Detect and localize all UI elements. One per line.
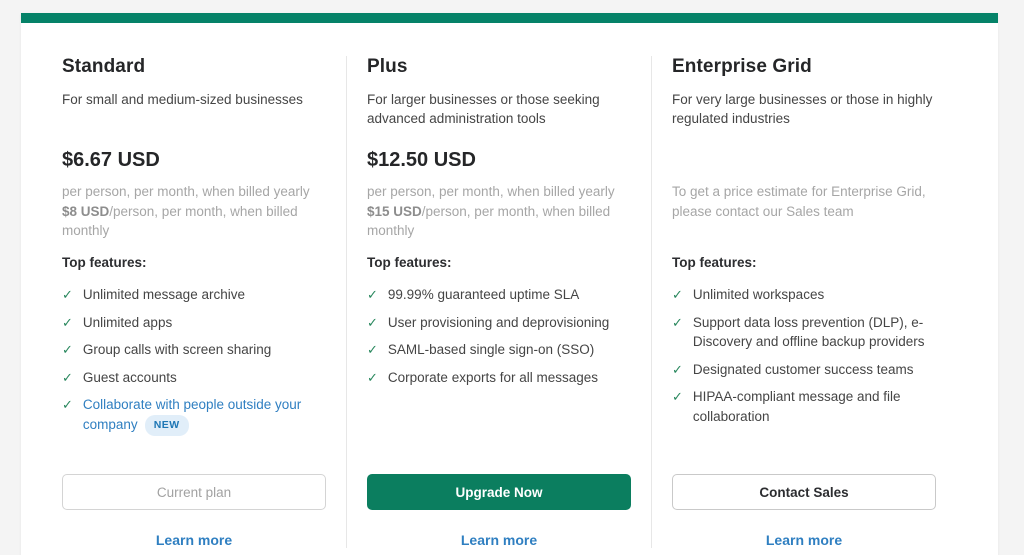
features-heading: Top features:	[62, 255, 147, 270]
price-note-monthly-rest: /person, per month, when billed monthly	[62, 203, 298, 239]
price-block	[62, 149, 326, 255]
feature-list	[62, 285, 326, 445]
price-note-monthly-rest: /person, per month, when billed monthly	[367, 203, 611, 239]
plan-price: $6.67 USD	[62, 149, 160, 171]
feature-item	[672, 313, 936, 352]
feature-text: Guest accounts	[82, 369, 177, 385]
feature-item	[367, 313, 631, 333]
feature-text: Corporate exports for all messages	[387, 369, 598, 385]
feature-list	[672, 285, 936, 434]
feature-text: Designated customer success teams	[692, 361, 914, 377]
feature-item	[62, 340, 326, 360]
top-accent-bar	[21, 13, 998, 23]
price-note-monthly	[62, 202, 326, 241]
feature-text: SAML-based single sign-on (SSO)	[387, 342, 595, 358]
check-icon: ✓	[62, 314, 73, 330]
check-icon: ✓	[367, 342, 378, 358]
feature-text: HIPAA-compliant message and file collaboration	[692, 389, 901, 424]
check-icon: ✓	[672, 389, 683, 405]
plan-name: Plus	[367, 56, 408, 77]
feature-item	[62, 285, 326, 305]
price-estimate-note: To get a price estimate for Enterprise Grid, please contact our Sales team	[672, 184, 926, 219]
new-badge: NEW	[145, 415, 189, 436]
feature-item	[367, 368, 631, 388]
feature-item	[62, 313, 326, 333]
plan-column-standard	[62, 56, 346, 548]
feature-item	[62, 395, 326, 437]
feature-item	[672, 285, 936, 305]
features-heading: Top features:	[672, 255, 757, 270]
feature-text: 99.99% guaranteed uptime SLA	[387, 287, 580, 302]
plan-column-enterprise	[651, 56, 956, 548]
feature-text: Support data loss prevention (DLP), e-Discovery and offline backup providers	[692, 314, 925, 350]
plan-description: For small and medium-sized businesses	[62, 92, 303, 107]
cta-area	[367, 474, 631, 548]
plan-price-spacer	[672, 149, 936, 173]
price-note-monthly	[367, 202, 631, 241]
check-icon: ✓	[62, 287, 73, 302]
check-icon: ✓	[367, 287, 378, 302]
check-icon: ✓	[367, 314, 378, 330]
feature-item	[672, 360, 936, 380]
check-icon: ✓	[62, 342, 73, 358]
plan-name: Standard	[62, 56, 146, 77]
feature-item	[367, 285, 631, 305]
check-icon: ✓	[62, 369, 73, 385]
feature-text: User provisioning and deprovisioning	[387, 314, 610, 330]
current-plan-button[interactable]: Current plan	[62, 474, 326, 510]
collaborate-feature-link[interactable]: Collaborate with people outside your company	[82, 397, 302, 432]
contact-sales-button[interactable]: Contact Sales	[672, 474, 936, 510]
price-block	[672, 149, 936, 255]
check-icon: ✓	[672, 314, 683, 330]
price-note-monthly-amount: $8 USD	[62, 203, 110, 219]
upgrade-now-button[interactable]: Upgrade Now	[367, 474, 631, 510]
plan-description: For larger businesses or those seeking advanced administration tools	[367, 92, 600, 126]
feature-text: Unlimited message archive	[82, 287, 245, 302]
feature-text: Group calls with screen sharing	[82, 342, 272, 358]
feature-text	[83, 395, 326, 437]
check-icon: ✓	[62, 397, 73, 413]
learn-more-link-plus[interactable]: Learn more	[460, 532, 538, 548]
price-note-monthly-amount: $15 USD	[367, 203, 422, 219]
plan-column-plus	[346, 56, 651, 548]
check-icon: ✓	[672, 361, 683, 377]
price-note-yearly: per person, per month, when billed yearly	[62, 184, 310, 199]
learn-more-link-standard[interactable]: Learn more	[155, 532, 233, 548]
features-heading: Top features:	[367, 255, 452, 270]
cta-area	[62, 474, 326, 548]
check-icon: ✓	[367, 369, 378, 385]
plan-columns	[21, 23, 998, 548]
feature-list	[367, 285, 631, 395]
price-note-yearly: per person, per month, when billed yearly	[367, 184, 615, 199]
plan-name: Enterprise Grid	[672, 56, 812, 77]
feature-text: Unlimited workspaces	[692, 287, 825, 302]
plan-price: $12.50 USD	[367, 149, 476, 171]
cta-area	[672, 474, 936, 548]
price-block	[367, 149, 631, 255]
check-icon: ✓	[672, 287, 683, 302]
feature-item	[672, 387, 936, 426]
pricing-card	[21, 13, 998, 555]
feature-item	[62, 368, 326, 388]
plan-description: For very large businesses or those in highly regulated industries	[672, 92, 933, 126]
feature-text: Unlimited apps	[82, 314, 173, 330]
feature-item	[367, 340, 631, 360]
learn-more-link-enterprise[interactable]: Learn more	[765, 532, 843, 548]
